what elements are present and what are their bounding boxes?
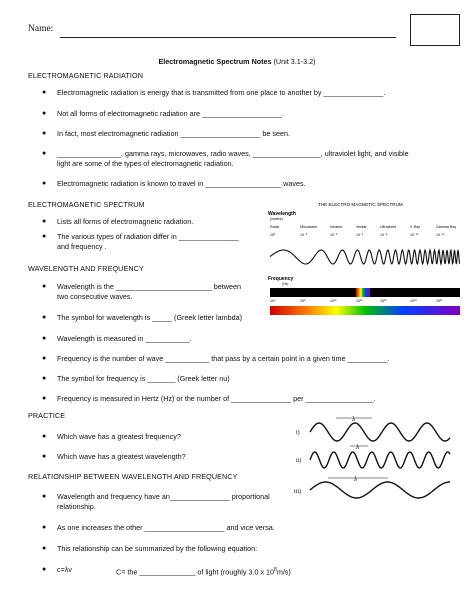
frequency-value: 10¹⁵ [356,299,363,303]
c-unit: m/s) [276,567,291,577]
section-heading-spectrum: ELECTROMAGNETIC SPECTRUM [28,200,145,209]
bullet-icon: ● [42,218,47,225]
list-item: The symbol for frequency is _______ (Greek letter nu) [57,374,230,383]
band-label: Infrared [330,225,343,229]
wavelength-value: 10⁻² [300,233,308,237]
list-item: Not all forms of electromagnetic radiation are ____________________. [57,109,284,118]
lambda-symbol: λ [356,443,360,451]
visible-band [356,288,370,297]
frequency-value: 10⁸ [300,299,306,303]
bullet-icon: ● [42,110,47,117]
bullet-icon: ● [42,150,47,157]
list-item: Lists all forms of electromagnetic radiation. [57,217,194,226]
frequency-unit: (Hz) [282,282,289,286]
frequency-value: 10¹⁸ [410,299,417,303]
list-item: Frequency is measured in Hertz (Hz) or the number of _______________ per _________________. [57,394,376,403]
wave-ii [310,452,450,468]
section-heading-wavelength: WAVELENGTH AND FREQUENCY [28,264,144,273]
bullet-icon: ● [42,395,47,402]
bullet-icon: ● [42,433,47,440]
bullet-icon: ● [42,180,47,187]
list-item: Electromagnetic radiation is energy that is transmitted from one place to another by _______________. [57,88,386,97]
wavelength-value: 10³ [270,233,276,237]
name-field[interactable] [60,37,396,38]
title-bold: Electromagnetic Spectrum Notes [158,57,272,66]
c-definition: C= the ______________ of light (roughly 3.0 x 10 [116,567,275,577]
list-item-continuation: two consecutive waves. [57,292,133,301]
bullet-icon: ● [42,493,47,500]
bullet-icon: ● [42,283,47,290]
list-item-continuation: relationship. [57,502,96,511]
list-item: ________________, gamma rays, microwaves, radio waves, _________________, ultraviolet light, and visible [57,149,409,158]
section-heading-radiation: ELECTROMAGNETIC RADIATION [28,71,143,80]
lambda-symbol: λ [352,415,356,423]
c-exponent: 8 [274,567,277,573]
wavelength-value: 10⁻⁵ [330,233,338,237]
band-label: Radio [270,225,280,229]
list-item: Which wave has a greatest wavelength? [57,452,186,461]
band-label: X-Ray [410,225,420,229]
wavelength-value: 10⁻¹⁰ [410,233,419,237]
list-item-continuation: light are some of the types of electromagnetic radiation. [57,159,234,168]
list-item: Wavelength is the ________________________ between [57,282,241,291]
bullet-icon: ● [42,375,47,382]
lambda-marker-iii [328,475,388,483]
list-item: The symbol for wavelength is _____ (Greek letter lambda) [57,313,242,322]
list-item: Frequency is the number of wave ___________ that pass by a certain point in a given time __________. [57,354,390,363]
bullet-icon: ● [42,335,47,342]
page-title [0,57,474,66]
list-item: This relationship can be summarized by the following equation: [57,544,258,553]
wavelength-wave [270,250,460,264]
bullet-icon: ● [42,453,47,460]
lambda-symbol: λ [354,475,358,483]
section-heading-practice: PRACTICE [28,411,66,420]
wavelength-value: 10⁻⁶ [356,233,364,237]
wavelength-label: Wavelength [268,211,296,217]
speed-of-light-definition [116,565,291,577]
band-label: Visible [356,225,367,229]
frequency-label: Frequency [268,276,294,282]
equation: c=λv [57,565,72,574]
bullet-icon: ● [42,314,47,321]
score-box [410,14,460,46]
band-labels [270,225,456,229]
frequency-value: 10¹² [330,299,337,303]
list-item: Electromagnetic radiation is known to travel in ___________________ waves. [57,179,306,188]
frequency-value: 10⁴ [270,299,276,303]
band-label: Ultraviolet [380,225,396,229]
bullet-icon: ● [42,566,47,573]
band-label: Microwave [300,225,318,229]
wave-label-iii: iii) [294,489,301,495]
lambda-marker-i [336,415,372,423]
list-item: The various types of radiation differ in _______________ [57,232,239,241]
spectrum-title: THE ELECTRO MAGNETIC SPECTRUM [318,202,403,207]
list-item-continuation: and frequency . [57,242,107,251]
list-item: As one increases the other ____________________ and vice versa. [57,523,275,532]
wave-iii [310,482,450,498]
wave-i [310,423,450,441]
spectrum-figure [268,200,468,330]
visible-spectrum-bar [270,306,460,315]
wavelength-unit: (meters) [270,217,283,221]
bullet-icon: ● [42,89,47,96]
bullet-icon: ● [42,130,47,137]
list-item: Wavelength and frequency have an_______________ proportional [57,492,270,501]
section-heading-relationship: RELATIONSHIP BETWEEN WAVELENGTH AND FREQUENCY [28,472,238,481]
band-label: Gamma Ray [436,225,457,229]
practice-waves [292,410,462,510]
bullet-icon: ● [42,545,47,552]
frequency-value: 10²⁰ [436,299,443,303]
frequency-value: 10¹⁶ [380,299,387,303]
list-item: Which wave has a greatest frequency? [57,432,181,441]
list-item: In fact, most electromagnetic radiation ____________________ be seen. [57,129,290,138]
frequency-values [270,299,443,303]
wavelength-values [270,233,445,237]
title-unit: (Unit 3.1-3.2) [271,57,316,66]
wavelength-value: 10⁻¹² [436,233,445,237]
wave-label-ii: ii) [296,458,302,464]
bullet-icon: ● [42,355,47,362]
wavelength-value: 10⁻⁸ [380,233,388,237]
name-label: Name: [28,24,54,34]
wave-label-i: i) [296,430,300,436]
lambda-marker-ii [350,443,368,451]
bullet-icon: ● [42,524,47,531]
list-item: Wavelength is measured in ___________. [57,334,192,343]
bullet-icon: ● [42,233,47,240]
